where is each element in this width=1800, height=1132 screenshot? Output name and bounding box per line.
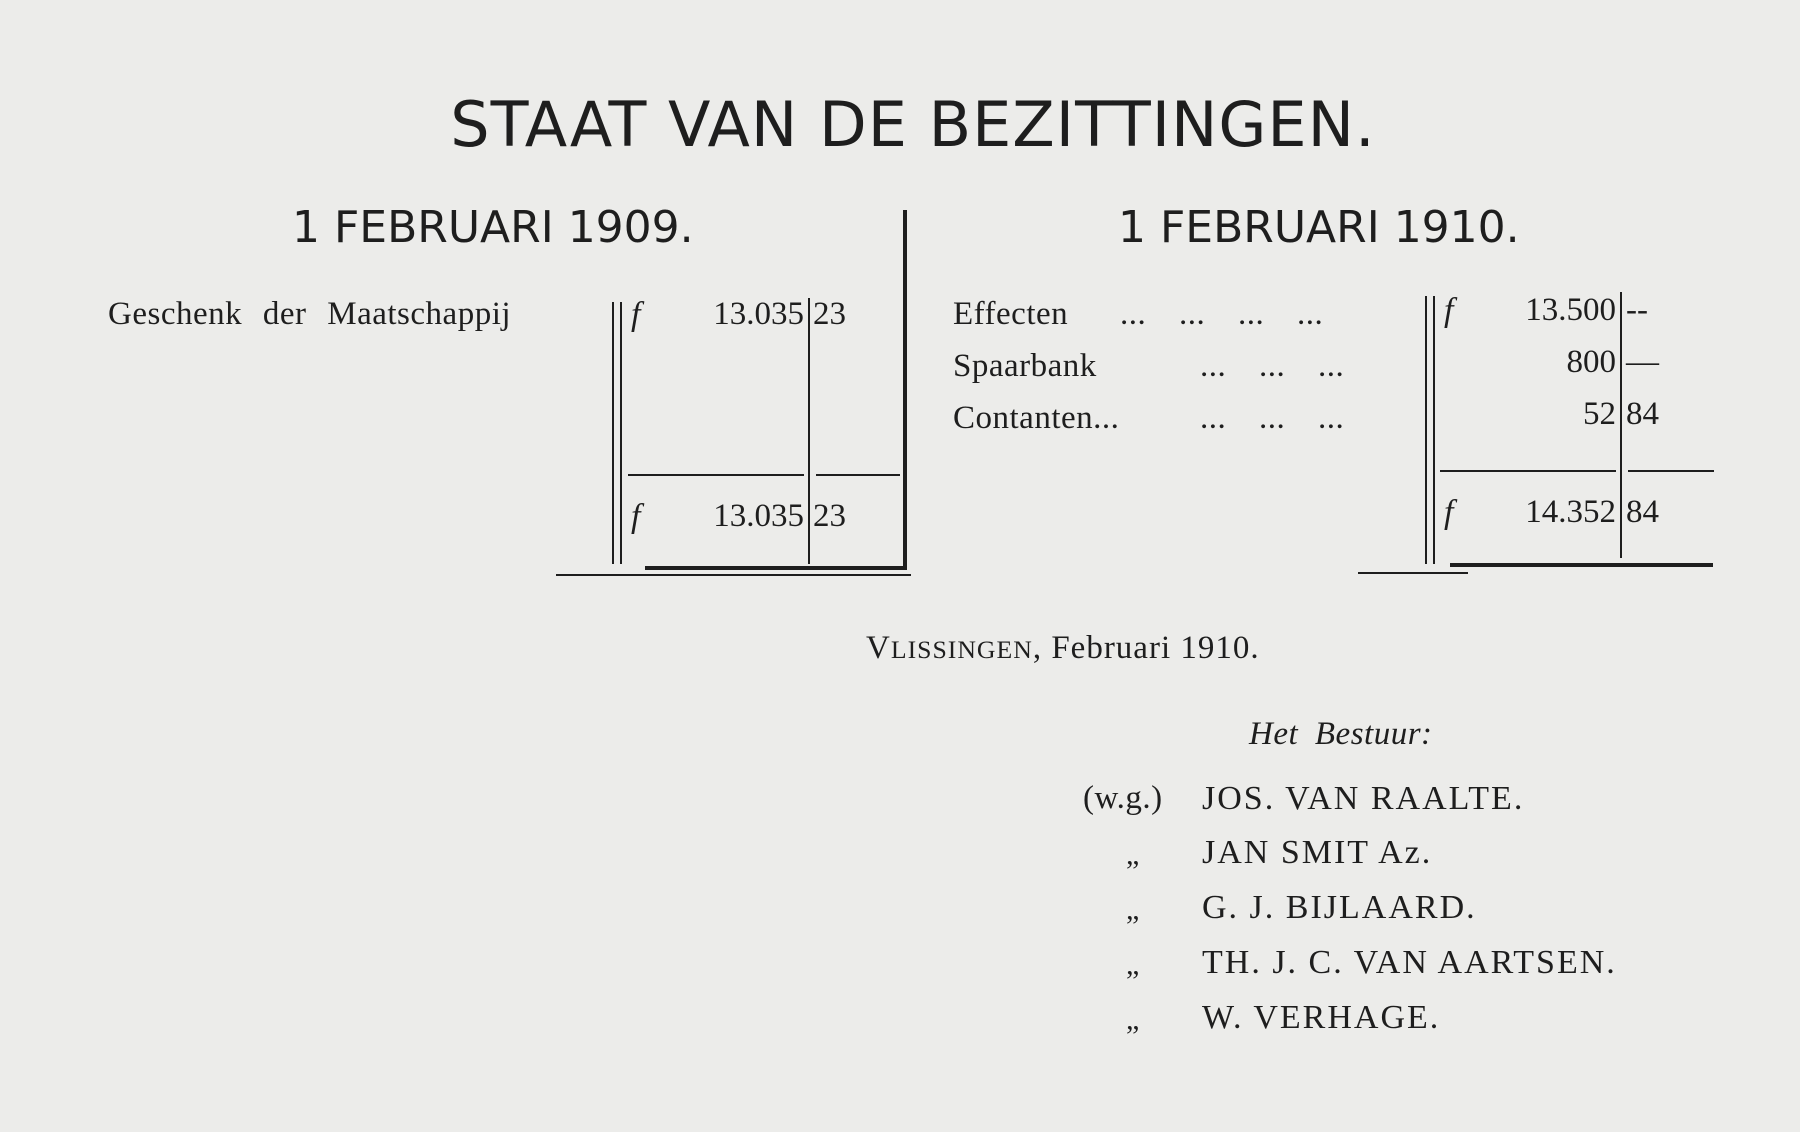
place-date (866, 630, 1260, 667)
signer-name: G. J. BIJLAARD. (1202, 889, 1477, 926)
ditto-mark: „ (1126, 838, 1140, 871)
ditto-mark: „ (1126, 1003, 1140, 1036)
signer-name: JAN SMIT Az. (1202, 834, 1433, 871)
florin-symbol: f (631, 498, 641, 535)
item-label: Effecten (953, 296, 1069, 332)
ditto-mark: „ (1126, 893, 1140, 926)
column-divider (903, 210, 907, 570)
total-double-rule (645, 566, 907, 570)
amount-value: 13.500 (1525, 292, 1616, 328)
subtotal-rule (1628, 470, 1714, 472)
ledger-rule (1433, 296, 1435, 564)
subtotal-rule (628, 474, 804, 476)
florin-symbol: f (1444, 292, 1454, 329)
total-amount: 13.035 (713, 498, 804, 534)
total-amount: 14.352 (1525, 494, 1616, 530)
item-label-geschenk: Geschenk der Maatschappij (108, 296, 512, 332)
ledger-rule (1620, 292, 1622, 558)
amount-value: 800 (1566, 344, 1616, 380)
leader-dots: ... ... ... (1200, 348, 1345, 384)
total-base-rule (1358, 572, 1468, 574)
cents-value: 84 (1626, 396, 1659, 432)
leader-dots: ... ... ... (1200, 400, 1345, 436)
board-heading: Het Bestuur: (1249, 716, 1433, 752)
total-double-rule (1450, 563, 1713, 567)
place-initial: V (866, 630, 891, 666)
ledger-rule (1425, 296, 1427, 564)
signer-name: JOS. VAN RAALTE. (1202, 780, 1525, 817)
total-cents: 23 (813, 498, 846, 534)
subtotal-rule (1440, 470, 1616, 472)
total-base-rule (556, 574, 911, 576)
ledger-rule (612, 302, 614, 564)
amount-value: 52 (1583, 396, 1616, 432)
florin-symbol: f (1444, 494, 1454, 531)
ledger-rule (808, 298, 810, 564)
place-date-text: , Februari 1910. (1032, 630, 1260, 666)
page-title: STAAT VAN DE BEZITTINGEN. (450, 88, 1376, 161)
date-1910: 1 FEBRUARI 1910. (1118, 202, 1520, 253)
ditto-mark: „ (1126, 948, 1140, 981)
cents-value: — (1626, 344, 1659, 380)
cents-value: 23 (813, 296, 846, 332)
amount-value: 13.035 (713, 296, 804, 332)
date-1909: 1 FEBRUARI 1909. (292, 202, 694, 253)
place-name: LISSINGEN (890, 635, 1033, 664)
item-label: Spaarbank (953, 348, 1097, 384)
leader-dots: ... ... ... ... (1120, 296, 1324, 332)
item-label: Contanten... (953, 400, 1120, 436)
signer-name: TH. J. C. VAN AARTSEN. (1202, 944, 1617, 981)
signer-name: W. VERHAGE. (1202, 999, 1441, 1036)
cents-value: -- (1626, 292, 1648, 328)
signed-prefix: (w.g.) (1083, 780, 1163, 816)
ledger-rule (620, 302, 622, 564)
total-cents: 84 (1626, 494, 1659, 530)
florin-symbol: f (631, 296, 641, 333)
subtotal-rule (816, 474, 900, 476)
